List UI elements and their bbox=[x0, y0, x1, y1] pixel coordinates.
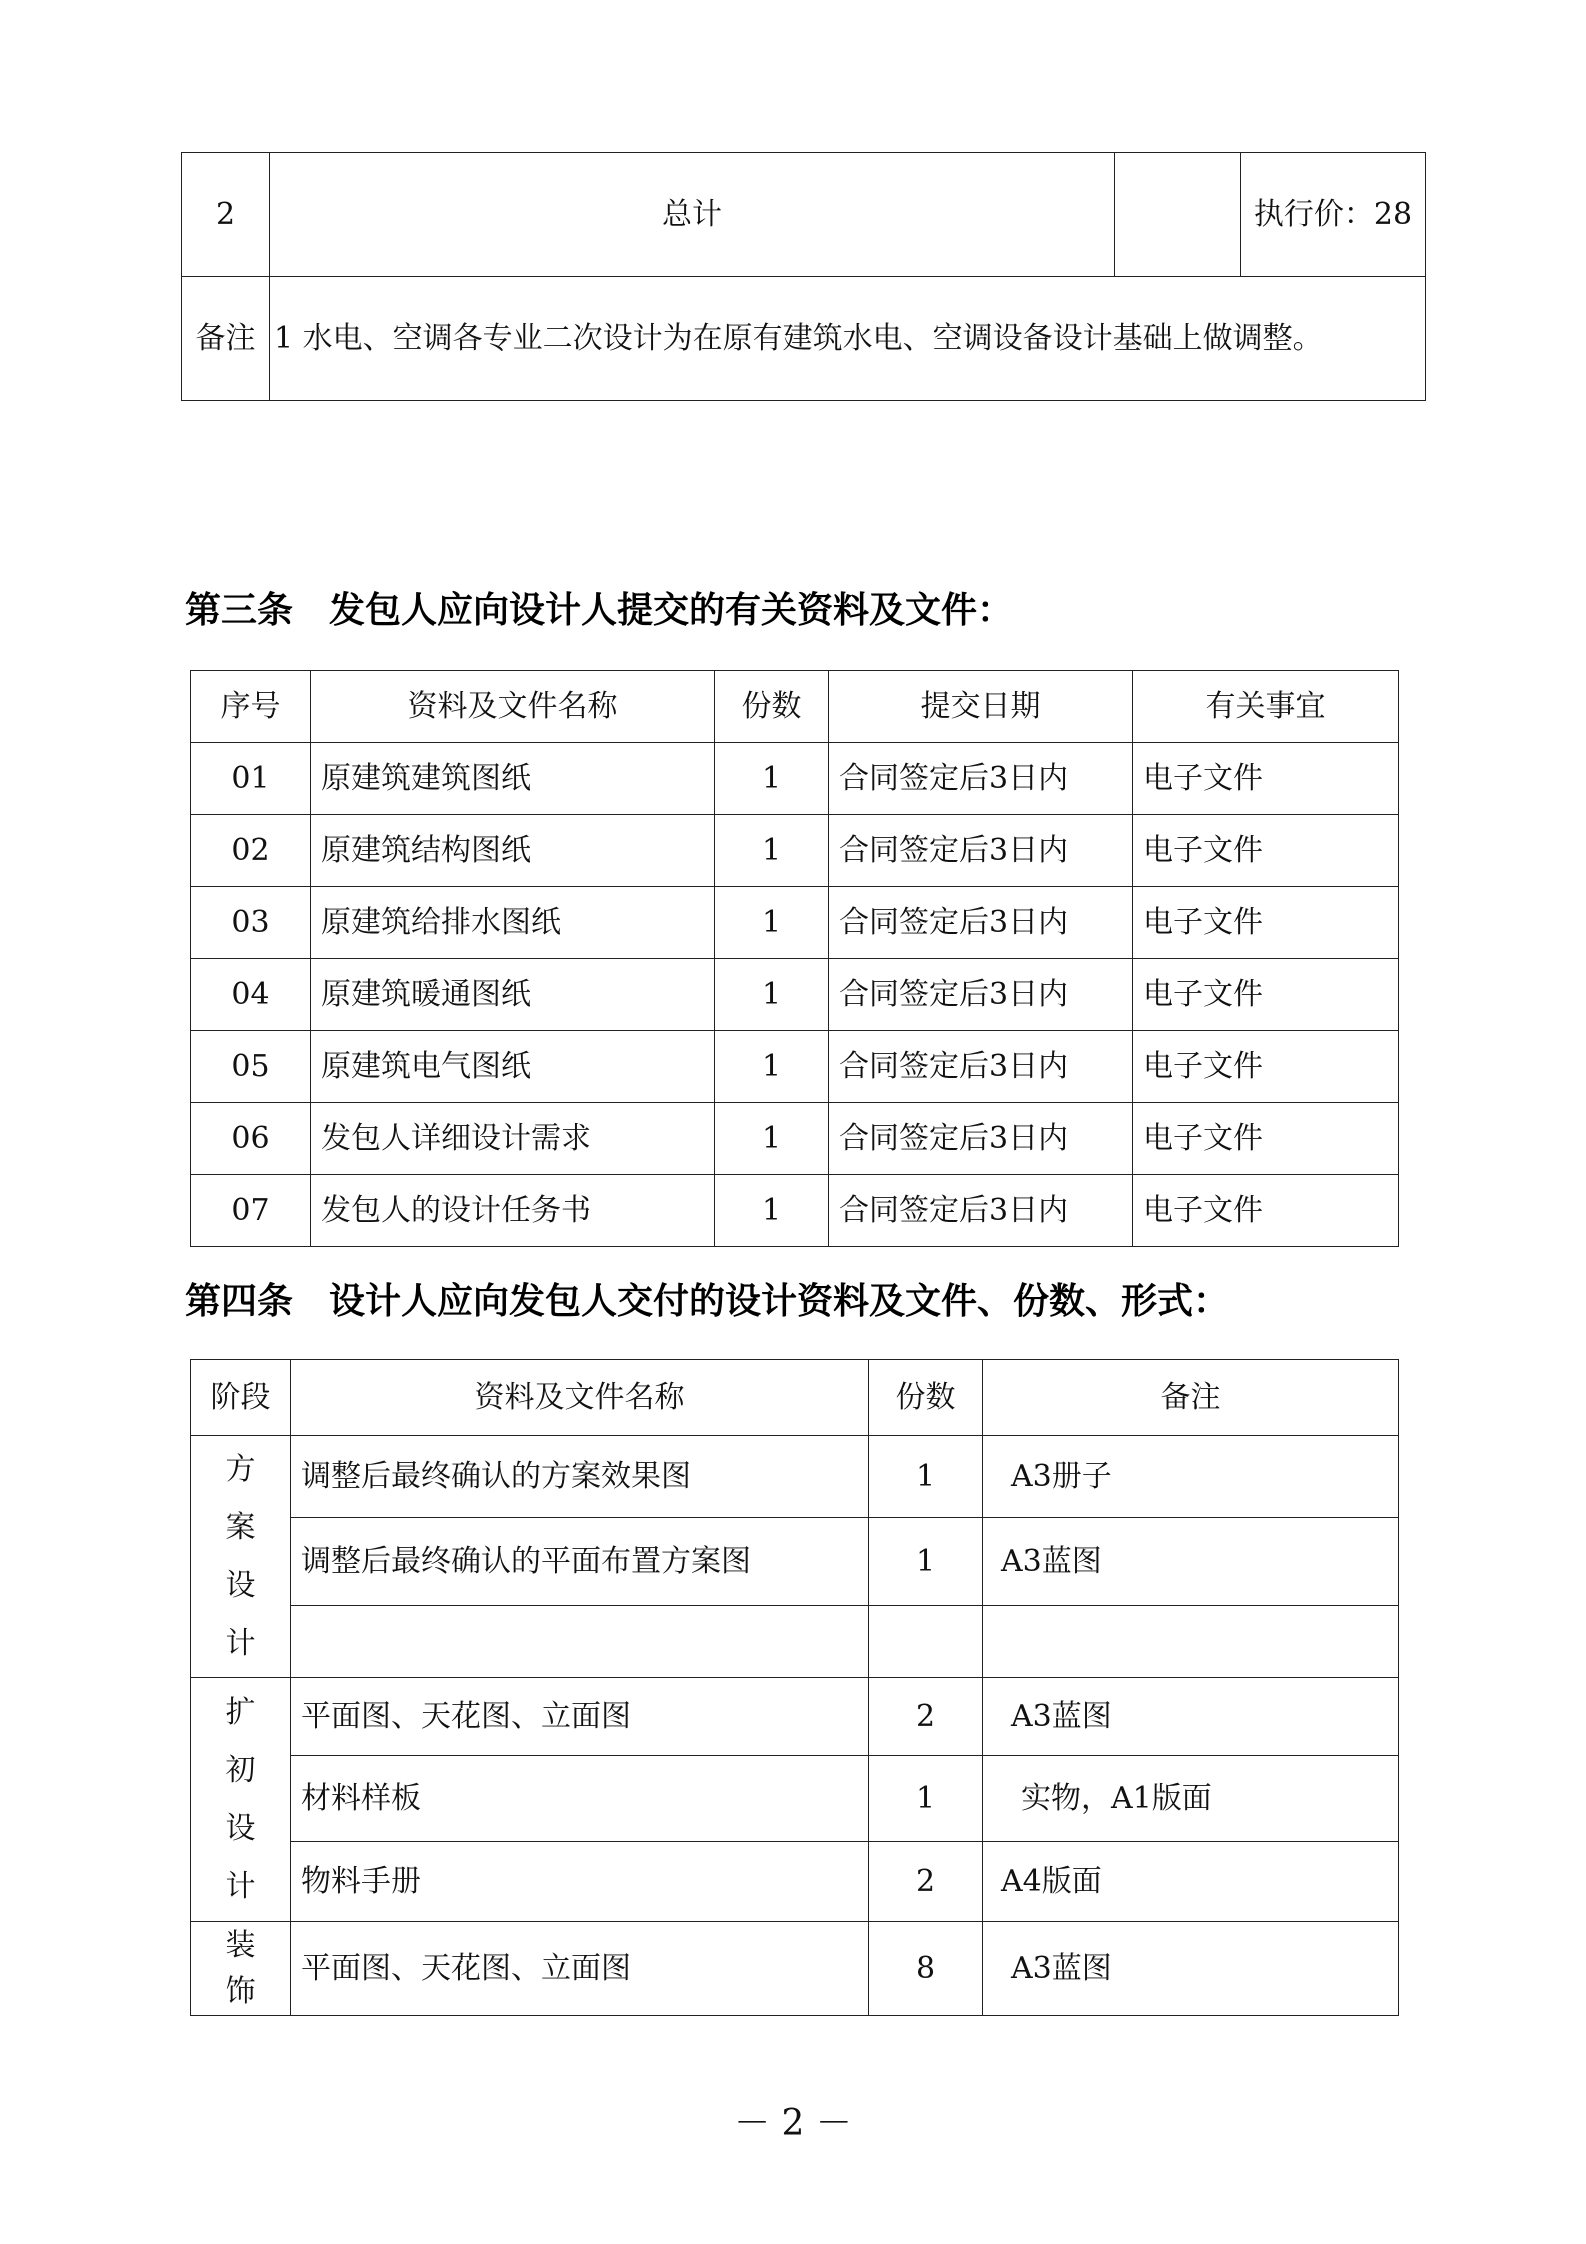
blank-cell bbox=[1115, 153, 1241, 277]
notes-cell: 电子文件 bbox=[1133, 1175, 1399, 1247]
execution-price: 执行价：28 bbox=[1241, 153, 1426, 277]
table-row bbox=[191, 1606, 1399, 1678]
serial-cell: 02 bbox=[191, 815, 311, 887]
copies-cell: 1 bbox=[715, 1031, 829, 1103]
submission-table bbox=[190, 670, 1399, 1247]
notes-cell: 电子文件 bbox=[1133, 1103, 1399, 1175]
date-cell: 合同签定后3日内 bbox=[829, 887, 1133, 959]
page-number: － 2 － bbox=[734, 2103, 852, 2144]
copies-cell: 8 bbox=[869, 1922, 983, 2016]
article-3-title: 发包人应向设计人提交的有关资料及文件： bbox=[329, 590, 1014, 631]
date-cell: 合同签定后3日内 bbox=[829, 743, 1133, 815]
remark-cell: A3蓝图 bbox=[983, 1518, 1399, 1606]
remark-cell: 实物，A1版面 bbox=[983, 1756, 1399, 1842]
serial-cell: 04 bbox=[191, 959, 311, 1031]
table-row bbox=[191, 1518, 1399, 1606]
document-name-cell: 调整后最终确认的平面布置方案图 bbox=[291, 1518, 869, 1606]
header-cell: 备注 bbox=[983, 1360, 1399, 1436]
header-cell: 提交日期 bbox=[829, 671, 1133, 743]
notes-cell: 电子文件 bbox=[1133, 743, 1399, 815]
total-label: 总计 bbox=[270, 153, 1115, 277]
header-cell: 阶段 bbox=[191, 1360, 291, 1436]
remark-label: 备注 bbox=[182, 277, 270, 401]
copies-cell: 2 bbox=[869, 1678, 983, 1756]
serial-cell: 07 bbox=[191, 1175, 311, 1247]
remark-cell: A3册子 bbox=[983, 1436, 1399, 1518]
document-name-cell: 原建筑给排水图纸 bbox=[311, 887, 715, 959]
copies-cell: 2 bbox=[869, 1842, 983, 1922]
header-cell: 有关事宜 bbox=[1133, 671, 1399, 743]
date-cell: 合同签定后3日内 bbox=[829, 815, 1133, 887]
serial-cell: 01 bbox=[191, 743, 311, 815]
notes-cell: 电子文件 bbox=[1133, 815, 1399, 887]
header-cell: 序号 bbox=[191, 671, 311, 743]
date-cell: 合同签定后3日内 bbox=[829, 959, 1133, 1031]
date-cell: 合同签定后3日内 bbox=[829, 1103, 1133, 1175]
article-4-number: 第四条 bbox=[185, 1281, 294, 1322]
stage-cell: 扩 初 设 计 bbox=[191, 1678, 291, 1922]
document-name-cell: 平面图、天花图、立面图 bbox=[291, 1922, 869, 2016]
document-name-cell: 调整后最终确认的方案效果图 bbox=[291, 1436, 869, 1518]
copies-cell: 1 bbox=[715, 887, 829, 959]
table-row bbox=[191, 1756, 1399, 1842]
copies-cell: 1 bbox=[869, 1756, 983, 1842]
copies-cell: 1 bbox=[715, 1175, 829, 1247]
copies-cell: 1 bbox=[715, 815, 829, 887]
copies-cell: 1 bbox=[869, 1518, 983, 1606]
deliverables-table bbox=[190, 1359, 1399, 2016]
table-row bbox=[191, 1922, 1399, 2016]
remark-cell bbox=[983, 1606, 1399, 1678]
table-row bbox=[191, 887, 1399, 959]
remark-text: 1 水电、空调各专业二次设计为在原有建筑水电、空调设备设计基础上做调整。 bbox=[270, 277, 1426, 401]
table-row bbox=[191, 959, 1399, 1031]
total-row bbox=[182, 153, 1426, 277]
table-row bbox=[191, 1175, 1399, 1247]
copies-cell: 1 bbox=[715, 959, 829, 1031]
article-3-number: 第三条 bbox=[185, 590, 294, 631]
document-name-cell: 平面图、天花图、立面图 bbox=[291, 1678, 869, 1756]
copies-cell bbox=[869, 1606, 983, 1678]
serial-cell: 06 bbox=[191, 1103, 311, 1175]
table-row bbox=[191, 1103, 1399, 1175]
header-cell: 资料及文件名称 bbox=[311, 671, 715, 743]
article-3-heading bbox=[185, 582, 1013, 633]
document-name-cell: 材料样板 bbox=[291, 1756, 869, 1842]
header-cell: 资料及文件名称 bbox=[291, 1360, 869, 1436]
article-4-heading bbox=[185, 1273, 1229, 1324]
notes-cell: 电子文件 bbox=[1133, 1031, 1399, 1103]
document-name-cell: 原建筑建筑图纸 bbox=[311, 743, 715, 815]
copies-cell: 1 bbox=[715, 1103, 829, 1175]
notes-cell: 电子文件 bbox=[1133, 959, 1399, 1031]
cost-table bbox=[181, 152, 1426, 401]
remark-cell: A3蓝图 bbox=[983, 1678, 1399, 1756]
article-4-title: 设计人应向发包人交付的设计资料及文件、份数、形式： bbox=[329, 1281, 1230, 1322]
stage-cell: 装 饰 bbox=[191, 1922, 291, 2016]
table-row bbox=[191, 1436, 1399, 1518]
serial-cell: 05 bbox=[191, 1031, 311, 1103]
serial-cell: 03 bbox=[191, 887, 311, 959]
date-cell: 合同签定后3日内 bbox=[829, 1031, 1133, 1103]
date-cell: 合同签定后3日内 bbox=[829, 1175, 1133, 1247]
document-name-cell: 发包人详细设计需求 bbox=[311, 1103, 715, 1175]
table-row bbox=[191, 743, 1399, 815]
row-number: 2 bbox=[182, 153, 270, 277]
table-row bbox=[191, 1678, 1399, 1756]
header-cell: 份数 bbox=[869, 1360, 983, 1436]
document-name-cell: 原建筑结构图纸 bbox=[311, 815, 715, 887]
stage-cell: 方 案 设 计 bbox=[191, 1436, 291, 1678]
table-header-row bbox=[191, 671, 1399, 743]
document-name-cell bbox=[291, 1606, 869, 1678]
table-row bbox=[191, 815, 1399, 887]
document-name-cell: 原建筑电气图纸 bbox=[311, 1031, 715, 1103]
remark-cell: A4版面 bbox=[983, 1842, 1399, 1922]
table-header-row bbox=[191, 1360, 1399, 1436]
copies-cell: 1 bbox=[869, 1436, 983, 1518]
table-row bbox=[191, 1031, 1399, 1103]
remark-row bbox=[182, 277, 1426, 401]
remark-cell: A3蓝图 bbox=[983, 1922, 1399, 2016]
document-name-cell: 物料手册 bbox=[291, 1842, 869, 1922]
notes-cell: 电子文件 bbox=[1133, 887, 1399, 959]
copies-cell: 1 bbox=[715, 743, 829, 815]
table-row bbox=[191, 1842, 1399, 1922]
header-cell: 份数 bbox=[715, 671, 829, 743]
document-name-cell: 发包人的设计任务书 bbox=[311, 1175, 715, 1247]
document-name-cell: 原建筑暖通图纸 bbox=[311, 959, 715, 1031]
